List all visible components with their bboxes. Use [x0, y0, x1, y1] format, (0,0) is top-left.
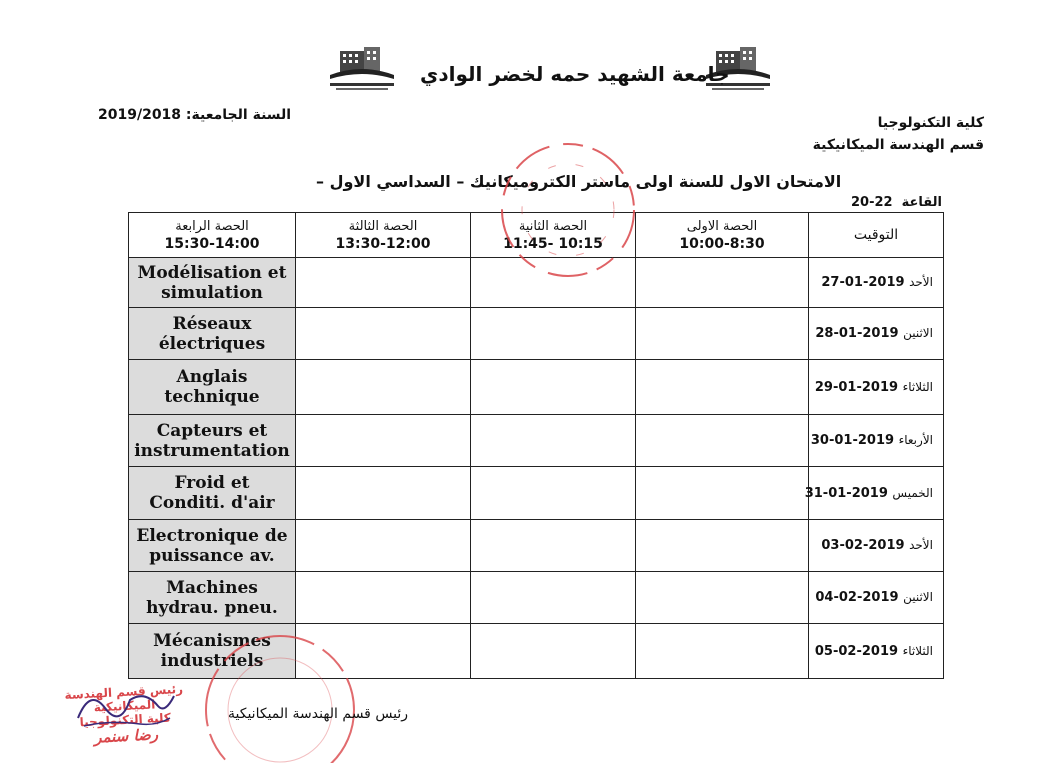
academic-year-value: 2019/2018: [98, 107, 182, 123]
empty-cell: [296, 415, 471, 467]
session-1-header: الحصة الاولى 10:00-8:30: [636, 213, 809, 258]
empty-cell: [471, 520, 636, 572]
table-row: [129, 520, 944, 572]
empty-cell: [471, 415, 636, 467]
stamp-line-3: رضا سنمر: [93, 725, 159, 747]
signature: [70, 678, 180, 738]
day-date-cell: الأحد 2019-01-27: [809, 258, 944, 308]
session-2-header: الحصة الثانية 11:45- 10:15: [471, 213, 636, 258]
module-cell: Mécanismes industriels: [129, 624, 296, 679]
academic-year: [98, 107, 291, 123]
empty-cell: [471, 308, 636, 360]
room-label: القاعة: [901, 195, 942, 210]
room-value: 20-22: [851, 195, 893, 210]
university-logo-left: [326, 45, 398, 93]
empty-cell: [636, 415, 809, 467]
module-cell: Réseaux électriques: [129, 308, 296, 360]
empty-cell: [296, 258, 471, 308]
table-row: [129, 360, 944, 415]
empty-cell: [636, 360, 809, 415]
table-row: [129, 467, 944, 520]
empty-cell: [636, 308, 809, 360]
module-cell: Electronique de puissance av.: [129, 520, 296, 572]
empty-cell: [296, 467, 471, 520]
empty-cell: [471, 467, 636, 520]
day-date-cell: الثلاثاء 2019-02-05: [809, 624, 944, 679]
day-date-cell: الخميس 2019-01-31: [809, 467, 944, 520]
empty-cell: [471, 360, 636, 415]
empty-cell: [296, 360, 471, 415]
empty-cell: [471, 624, 636, 679]
day-date-cell: الثلاثاء 2019-01-29: [809, 360, 944, 415]
table-row: [129, 308, 944, 360]
session-4-header: الحصة الرابعة 15:30-14:00: [129, 213, 296, 258]
empty-cell: [636, 624, 809, 679]
day-date-cell: الأحد 2019-02-03: [809, 520, 944, 572]
empty-cell: [471, 572, 636, 624]
table-row: [129, 572, 944, 624]
module-cell: Machines hydrau. pneu.: [129, 572, 296, 624]
academic-year-label: السنة الجامعية:: [185, 107, 292, 123]
empty-cell: [636, 258, 809, 308]
module-cell: Anglais technique: [129, 360, 296, 415]
table-row: [129, 415, 944, 467]
faculty-name: كلية التكنولوجيا: [877, 115, 984, 131]
time-header: التوقيت: [809, 213, 944, 258]
empty-cell: [636, 520, 809, 572]
exam-title: الامتحان الاول للسنة اولى ماستر الكتروميكانيك – السداسي الاول –: [316, 172, 842, 191]
empty-cell: [296, 308, 471, 360]
room: [851, 195, 942, 210]
empty-cell: [296, 520, 471, 572]
stamp-line-1: رئيس قسم الهندسة الميكانيكية: [64, 681, 184, 715]
empty-cell: [296, 572, 471, 624]
round-stamp-bottom: [200, 630, 360, 763]
session-3-header: الحصة الثالثة 13:30-12:00: [296, 213, 471, 258]
module-cell: Capteurs et instrumentation: [129, 415, 296, 467]
round-stamp-top: [498, 140, 638, 280]
exam-schedule-table: [128, 212, 944, 679]
day-date-cell: الأربعاء 2019-01-30: [809, 415, 944, 467]
day-date-cell: الاثنين 2019-01-28: [809, 308, 944, 360]
empty-cell: [636, 467, 809, 520]
signatory-title: رئيس قسم الهندسة الميكانيكية: [228, 706, 409, 722]
empty-cell: [636, 572, 809, 624]
stamp-line-2: كلية التكنولوجيا: [79, 710, 172, 730]
university-name: جامعة الشهيد حمه لخضر الوادي: [420, 62, 730, 86]
module-cell: Froid et Conditi. d'air: [129, 467, 296, 520]
department-name: قسم الهندسة الميكانيكية: [812, 137, 984, 153]
module-cell: Modélisation et simulation: [129, 258, 296, 308]
day-date-cell: الاثنين 2019-02-04: [809, 572, 944, 624]
